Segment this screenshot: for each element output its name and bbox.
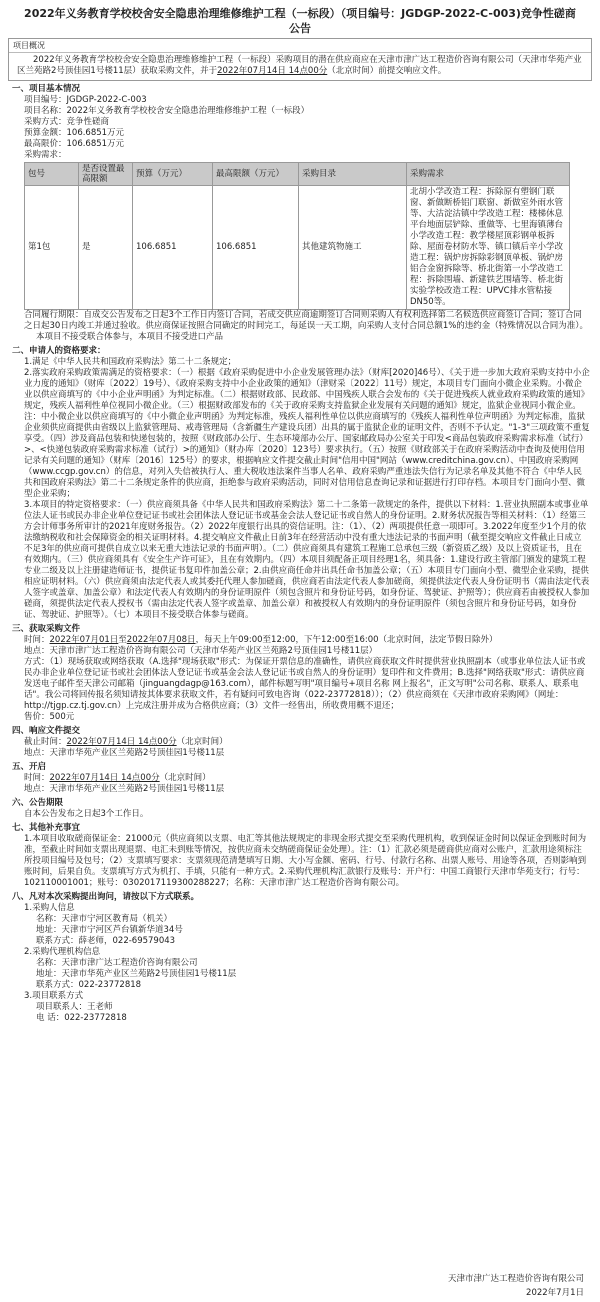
signature-block [448,1272,584,1300]
open-tz: （北京时间） [159,773,211,783]
obtain-time [24,635,590,646]
qualification-2: 2.落实政府采购政策需满足的资格要求：（一）根据《政府采购促进中小企业发展管理办法》（财库[2020]46号）、《关于进一步加大政府采购支持中小企业力度的通知》（财库〔2022〕19号）、《政府采购支持中小企业政策的通知》（津财采〔2022〕11号）规定，本项目专门面向小微企业采购。小微企业以供应商填写的《中小企业声明函》为判定标准。（二）根据财政部、民政部、中国残疾人联合会发布的《关于促进残疾人就业政府采购政策的通知》规定，残疾人福利性单位视同小微企业。（三）根据财政部发布的《关于政府采购支持监狱企业发展有关问题的通知》规定，监狱企业视同小微企业。注：中小微企业以供应商填写的《中小微企业声明函》为判定标准，残疾人福利性单位以供应商填写的《残疾人福利性单位声明函》为判定标准，监狱企业须供应商提供由省级以上监狱管理局、戒毒管理局（含新疆生产建设兵团）出具的属于监狱企业的证明文件，否则不予认定。"1-3"三项政策不重复享受。（四）涉及商品包装和快递包装的，按照《财政部办公厅、生态环境部办公厅、国家邮政局办公室关于印发<商品包装政府采购需求标准（试行）>、<快递包装政府采购需求标准（试行）>的通知》（财办库〔2020〕123号）要求执行。（五）按照《财政部关于在政府采购活动中查询及使用信用记录有关问题的通知》（财库〔2016〕125号）的要求，根据响应文件提交截止时间"信用中国"网站（www.creditchina.gov.cn）、中国政府采购网（www.ccgp.gov.cn）的信息，对列入失信被执行人、重大税收违法案件当事人名单、政府采购严重违法失信行为记录名单及其他不符合《中华人民共和国政府采购法》第二十二条规定条件的供应商，拒绝参与政府采购活动，同时对信用信息查询记录和证据进行打印存档。本项目专门面向小型、微型企业采购； [24,368,590,499]
table-header: 预算（万元） [133,163,213,186]
submit-tz: （北京时间） [176,737,228,747]
project-contact-person: 项目联系人：王老师 [36,1002,113,1012]
table-header: 包号 [25,163,79,186]
section-heading-4: 四、响应文件提交 [12,726,81,736]
overview-deadline: 2022年07月14日 14点00分 [217,66,328,76]
need-label: 采购需求： [24,150,67,160]
project-code: 项目编号：JGDGP-2022-C-003 [24,95,147,105]
table-cell: 其他建筑物施工 [299,186,407,310]
obtain-to: 至 [118,635,127,645]
qualification-1: 1.满足《中华人民共和国政府采购法》第二十二条规定； [24,357,237,367]
table-header-row [25,163,570,186]
buyer-address: 地址：天津市宁河区芦台镇新华道34号 [36,925,183,935]
obtain-price: 售价：500元 [24,712,75,722]
signature-org: 天津市津广达工程造价咨询有限公司 [447,1274,584,1284]
submit-deadline [24,737,590,748]
page-title: 2022年义务教育学校校舍安全隐患治理维修维护工程（一标段）（项目编号：JGDGP-2022-C-003)竞争性磋商公告 [24,7,576,35]
package-table [24,162,570,310]
table-row [25,186,570,310]
obtain-place: 地点：天津市津广达工程造价咨询有限公司（天津市华苑产业区兰苑路2号顶佳园1号楼11层） [24,646,378,656]
agent-name: 名称：天津市津广达工程造价咨询有限公司 [36,958,198,968]
table-header: 是否设置最高限额 [79,163,133,186]
buyer-contact: 联系方式：薛老师，022-69579043 [36,936,176,946]
section-heading-1: 一、项目基本情况 [12,84,81,94]
overview-text [9,53,591,80]
section-heading-2: 二、申请人的资格要求： [12,346,106,356]
overview-label: 项目概况 [9,39,591,53]
section-heading-5: 五、开启 [12,762,47,772]
obtain-start: 2022年07月01日 [49,635,119,645]
section-heading-6: 六、公告期限 [12,798,64,808]
open-place: 地点：天津市华苑产业区兰苑路2号顶佳园1号楼11层 [24,784,225,794]
table-header: 采购目录 [299,163,407,186]
agent-address: 地址：天津市华苑产业区兰苑路2号顶佳园1号楼11层 [36,969,237,979]
project-contact-phone: 电 话：022-23772818 [36,1013,127,1023]
obtain-time-label: 时间： [24,635,50,645]
project-contact-title: 3.项目联系方式 [24,991,84,1001]
table-cell: 106.6851 [213,186,299,310]
agent-contact: 联系方式：022-23772818 [36,980,142,990]
table-header: 最高限额（万元） [213,163,299,186]
section-heading-3: 三、获取采购文件 [12,624,81,634]
project-name: 项目名称：2022年义务教育学校校舍安全隐患治理维修维护工程（一标段） [24,106,310,116]
consortium-note: 本项目不接受联合体参与，本项目不接受进口产品 [36,332,224,342]
table-header: 采购需求 [407,163,570,186]
supplementary-info: 1.本项目收取磋商保证金：21000元（供应商须以支票、电汇等其他法规规定的非现金形式提交至采购代理机构，收到保证金时间以保证金到账时间为准，至截止时间如支票出现退票、电汇未到账等情况，按供应商未交纳磋商保证金处理）。注：（1）汇款必须是磋商供应商对公账户，汇款用途须标注所投项目编号及包号；（2）支票填写要求：支票须现范清楚填写日期、大小写金额、密码、行号、付款行名称、出票人账号、用途等各项，否则影响到账时间，后果自负。支票填写方式为机打、手填，只能有一种方式。2.采购代理机构汇款银行及账号：开户行：中国工商银行天津市华苑支行；行号：102110001001；账号：0302017119300288227；名称：天津市津广达工程造价咨询有限公司。 [24,834,587,888]
table-cell: 第1包 [25,186,79,310]
signature-date: 2022年7月1日 [526,1288,584,1298]
obtain-end: 2022年07月08日 [126,635,196,645]
submit-deadline-value: 2022年07月14日 14点00分 [66,737,177,747]
overview-box [8,38,592,81]
obtain-time-rest: ，每天上午09:00至12:00，下午12:00至16:00（北京时间，法定节假日除外） [195,635,498,645]
open-time-label: 时间： [24,773,50,783]
buyer-title: 1.采购人信息 [24,903,75,913]
buyer-name: 名称：天津市宁河区教育局（机关） [36,914,173,924]
obtain-manner: 方式：（1）现场获取或网络获取（A.选择"现场获取"形式：为保证开票信息的准确性，请供应商获取文件时提供营业执照副本（或事业单位法人证书或民办非企业单位登记证书或社会团体法人登记证书或基金会法人登记证书或自然人的身份证明）复印件和文件费用；B.选择"网络获取"形式：请供应商发送电子邮件至天津公司邮箱（jinguangdagp@163.com），邮件标题写明"项目编号+项目名称 网上报名"，正文写明"公司名称、联系人、联系电话"。我公司将回传报名须知请按其体要求获取文件，若有疑问可致电咨询（022-23772818））；（2）供应商须在《天津市政府采购网》（网址：http://tjgp.cz.tj.gov.cn）上完成注册并成为合格供应商；（3）文件一经售出，所收费用概不退还； [24,657,586,711]
qualification-3: 3.本项目的特定资格要求：（一）供应商须具备《中华人民共和国政府采购法》第二十二条第一款规定的条件，提供以下材料：1.营业执照副本或事业单位法人证书或民办非企业单位登记证书或社会团体法人登记证书或基金会法人登记证书或自然人的身份证明。2.财务状况报告等相关材料：（1）经第三方会计师事务所审计的2021年度财务报告。（2）2022年度银行出具的资信证明。注：（1）、（2）两项提供任意一项即可。3.2022年度至少1个月的依法缴纳税收和社会保障资金的相关证明材料。4.提交响应文件截止日前3年在经营活动中没有重大违法记录的书面声明（截至提交响应文件截止日成立不足3年的供应商可提供自成立以来无重大违法记录的书面声明）。（二）供应商须具有建筑工程施工总承包三级（新资质乙级）及以上资质证书，且在有效期内。（三）供应商须具有《安全生产许可证》，且在有效期内。（四）本项目须配备正项目经理1名，须具备：1.建设行政主管部门颁发的建筑工程专业二级及以上注册建造师证书，提供证书复印件加盖公章；2.由供应商任命并出具任命书加盖公章；（五）本项目专门面向小型、微型企业采购，提供相应证明材料。（六）供应商须由法定代表人或其委托代理人参加磋商，供应商若由法定代表人参加磋商，须提供法定代表人身份证明书（需由法定代表人签字或盖章、加盖公章）和法定代表人有效期内的身份证明原件（须包含照片和身份证号码，如身份证、驾驶证、护照等）；供应商若由被授权人参加磋商，须提供法定代表人授权书（需由法定代表人签字或盖章、加盖公章）和被授权人有效期内的身份证明原件（须包含照片和身份证号码，如身份证、驾驶证、护照等）。（七）本项目不接受联合体参与磋商。 [24,500,590,620]
section-heading-7: 七、其他补充事宜 [12,823,81,833]
agent-title: 2.采购代理机构信息 [24,947,101,957]
overview-text-b: （北京时间）前提交响应文件。 [327,66,447,76]
procurement-method: 采购方式：竞争性磋商 [24,117,110,127]
submit-place: 地点：天津市华苑产业区兰苑路2号顶佳园1号楼11层 [24,748,225,758]
section-heading-8: 八、凡对本次采购提出询问，请按以下方式联系。 [12,892,200,902]
table-cell: 是 [79,186,133,310]
table-cell: 北胡小学改造工程：拆除原有塑钢门联窗、新做断桥铝门联窗、新做室外雨水管等、大沽淀沽镇中学改造工程：楼梯休息平台地面层铲除、重做等、七里海镇薄台小学改造工程：教学楼屋顶彩钢单板拆除、屋面卷材防水等、镇口镇后辛小学改造工程：锅炉房拆除彩钢顶单板、锅炉房铝合金窗拆除等、桥北街第一小学改造工程：拆除围墙、新建铁艺围墙等、桥北街实验学校改造工程：UPVC排水管粘接DN50等。 [407,186,570,310]
budget-amount: 预算金额：106.6851万元 [24,128,125,138]
contract-period: 合同履行期限：自成交公告发布之日起3个工作日内签订合同，若成交供应商逾期签订合同则采购人有权利选择第二名候选供应商签订合同；签订合同之日起30日内竣工并通过验收。供应商保证按照合同确定的时间完工，每延误一天工期，向采购人支付合同总额1%的违约金（特殊情况以合同为准）。 [24,310,589,331]
open-time-value: 2022年07月14日 14点00分 [49,773,160,783]
max-price: 最高限价：106.6851万元 [24,139,125,149]
notice-period: 自本公告发布之日起3个工作日。 [24,809,149,819]
open-time [24,773,590,784]
submit-deadline-label: 截止时间： [24,737,67,747]
table-cell: 106.6851 [133,186,213,310]
overview-text-a: 2022年义务教育学校校舍安全隐患治理维修维护工程（一标段）采购项目的潜在供应商应在天津市津广达工程造价咨询有限公司（天津市华苑产业区兰苑路2号顶佳园1号楼11层）获取采购文件，并于 [17,55,582,76]
